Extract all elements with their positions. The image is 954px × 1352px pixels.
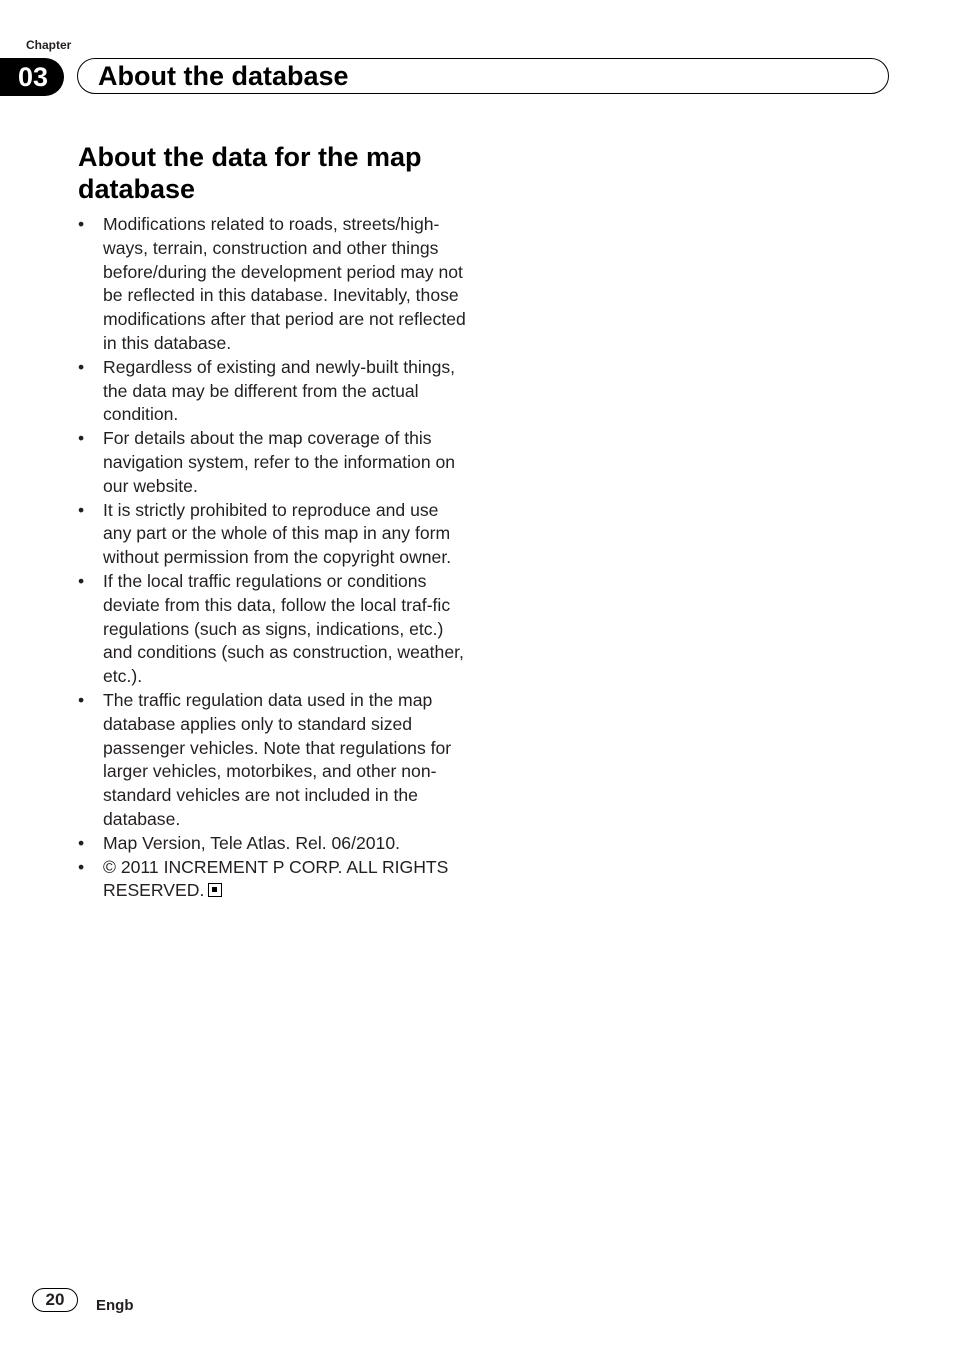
bullet-dot: • — [78, 856, 85, 877]
bullet-list — [78, 213, 470, 903]
list-item — [78, 356, 470, 427]
list-item — [78, 213, 470, 356]
list-item-text: It is strictly prohibited to reproduce and use any part or the whole of this map in any form without permission from the copyright owner. — [103, 499, 452, 568]
list-item-text: Modifications related to roads, streets/high-ways, terrain, construction and other things before/during the development period may not be reflected in this database. Inevitably, those modifications after that period are not reflected in this database. — [103, 214, 466, 353]
section-title: About the data for the map database — [78, 142, 422, 204]
list-item — [78, 856, 470, 904]
list-item — [78, 427, 470, 498]
bullet-dot: • — [78, 499, 85, 520]
chapter-number-badge: 03 — [0, 58, 64, 96]
chapter-title: About the database — [98, 61, 349, 91]
list-item — [78, 832, 470, 856]
list-item — [78, 570, 470, 689]
bullet-dot: • — [78, 570, 85, 591]
page-number: 20 — [32, 1288, 78, 1312]
bullet-dot: • — [78, 832, 85, 853]
chapter-title-box — [77, 58, 889, 94]
language-code: Engb — [96, 1297, 134, 1314]
list-item-text: If the local traffic regulations or conditions deviate from this data, follow the local traf-fic regulations (such as signs, indications, etc.) and conditions (such as construction, weather, etc.). — [103, 570, 464, 687]
list-item — [78, 689, 470, 832]
list-item-text: The traffic regulation data used in the map database applies only to standard sized passenger vehicles. Note that regulations for larger vehicles, motorbikes, and other non-standard vehicles are not included in the database. — [103, 689, 452, 829]
bullet-dot: • — [78, 428, 85, 449]
list-item — [78, 499, 470, 570]
list-item-text: © 2011 INCREMENT P CORP. ALL RIGHTS RESERVED. — [103, 856, 449, 901]
list-item-text: Map Version, Tele Atlas. Rel. 06/2010. — [103, 832, 400, 853]
end-of-section-icon — [208, 883, 222, 897]
list-item-text: For details about the map coverage of this navigation system, refer to the information on our website. — [103, 428, 456, 496]
bullet-dot: • — [78, 689, 85, 710]
chapter-label: Chapter — [26, 38, 72, 52]
bullet-dot: • — [78, 214, 85, 234]
list-item-text: Regardless of existing and newly-built things, the data may be different from the actual condition. — [103, 356, 456, 425]
bullet-dot: • — [78, 356, 85, 377]
